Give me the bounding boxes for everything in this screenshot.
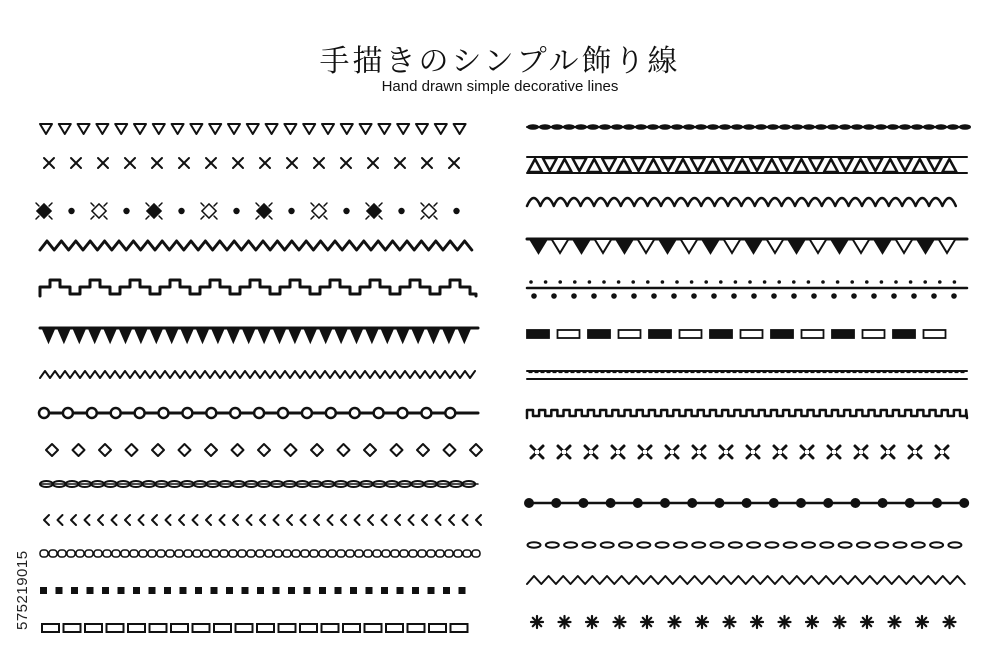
- left-line-square-dot-row: [40, 587, 466, 594]
- right-line-alternating-rectangles: [527, 330, 946, 338]
- right-line-double-dashed-line: [527, 371, 967, 379]
- left-line-twisted-rope: [40, 481, 478, 487]
- left-line-arrowhead-row: [44, 515, 481, 525]
- page-title: 手描きのシンプル飾り線: [319, 44, 681, 79]
- right-line-rope-line: [527, 124, 971, 130]
- right-line-triangle-band: [527, 157, 967, 173]
- left-line-sparkle-dot-row: [36, 203, 460, 219]
- left-line-pennant-banner: [40, 328, 478, 343]
- right-line-square-wave: [527, 410, 967, 418]
- stock-id-label: 575219015: [14, 550, 31, 630]
- left-line-zigzag: [40, 241, 472, 250]
- right-line-bunting: [527, 239, 967, 253]
- right-line-scallop: [527, 198, 956, 206]
- left-line-step-line: [40, 280, 476, 296]
- right-line-oval-row: [528, 542, 962, 548]
- left-line-outlined-chain: [40, 550, 480, 557]
- left-line-bead-chain: [39, 408, 478, 418]
- right-line-x-cross-row: [531, 446, 948, 458]
- right-line-asterisk-row: [531, 616, 956, 628]
- right-line-chevron-band: [527, 576, 965, 584]
- left-line-diamond-row: [46, 444, 482, 456]
- left-line-x-cross-row: [44, 158, 459, 168]
- left-line-small-zigzag: [40, 371, 475, 378]
- right-line-dotted-double-line: [527, 280, 967, 299]
- right-line-dot-chain: [524, 498, 969, 508]
- page-subtitle: Hand drawn simple decorative lines: [381, 78, 619, 95]
- left-line-outlined-rectangles: [42, 624, 468, 632]
- left-line-triangle-row: [40, 124, 466, 134]
